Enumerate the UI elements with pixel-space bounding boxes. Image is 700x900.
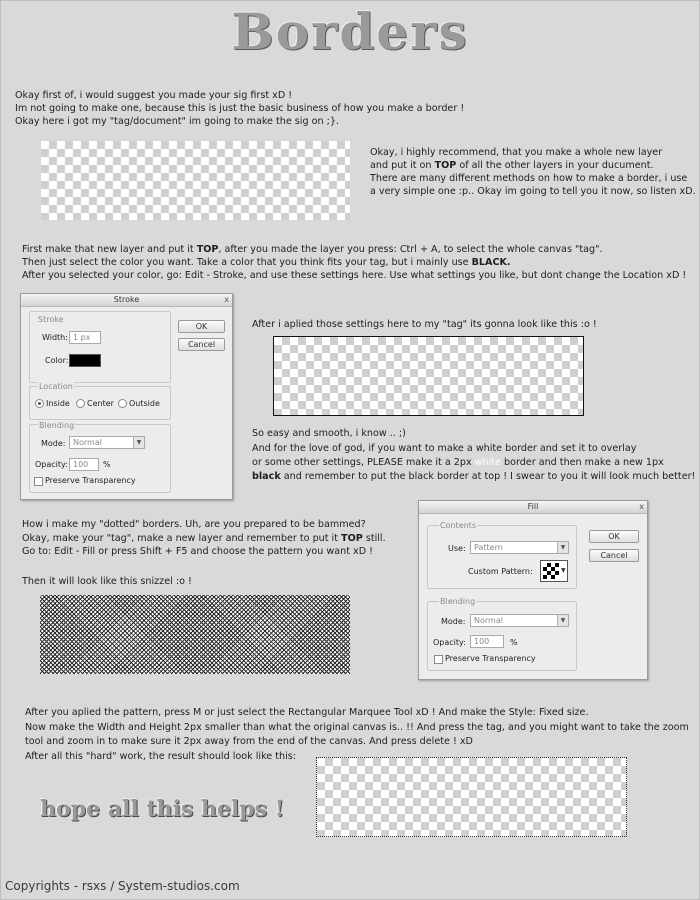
inside-radio[interactable]: Inside [35, 399, 70, 408]
step1-line-3: After you selected your color, go: Edit - Stroke, and use these settings here. Use what settings you like, but dont change the Location xD ! [22, 270, 687, 281]
custom-pattern-label: Custom Pattern: [468, 567, 533, 576]
after-stroke-text: After i aplied those settings here to my "tag" its gonna look like this :o ! [252, 319, 597, 330]
chevron-down-icon: ▼ [561, 567, 566, 574]
stroke-dialog-title: Stroke [113, 295, 140, 304]
intro-line-2: Im not going to make one, because this is just the basic business of how you make a border ! [15, 103, 465, 114]
center-radio[interactable]: Center [76, 399, 114, 408]
final-line-4: After all this "hard" work, the result should look like this: [25, 751, 296, 762]
fill-opacity-percent: % [510, 638, 518, 647]
contents-group-label: Contents [440, 521, 476, 530]
fill-blending-group-label: Blending [440, 597, 476, 606]
color-swatch[interactable] [69, 354, 101, 367]
dotted-line-2: Okay, make your "tag", make a new layer and remember to put it TOP still. [22, 533, 386, 544]
stroked-canvas-preview [273, 336, 584, 416]
location-group-label: Location [39, 382, 73, 391]
recommend-line-2: and put it on TOP of all the other layers in your ducument. [370, 160, 654, 171]
dotted-line-1: How i make my "dotted" borders. Uh, are you prepared to be bammed? [22, 519, 366, 530]
pattern-swatch-icon [543, 563, 559, 579]
ok-button[interactable]: OK [178, 320, 225, 333]
fill-mode-select[interactable]: Normal ▼ [470, 614, 569, 627]
fill-dialog [418, 500, 648, 680]
opacity-input[interactable]: 100 [69, 458, 99, 471]
blending-group-label: Blending [39, 421, 75, 430]
opacity-label: Opacity: [35, 460, 68, 469]
preserve-transparency-label: Preserve Transparency [45, 476, 136, 485]
dotted-line-4: Then it will look like this snizzel :o ! [22, 576, 192, 587]
stroke-group-label: Stroke [38, 315, 64, 324]
recommend-line-4: a very simple one :p.. Okay im going to tell you it now, so listen xD. [370, 186, 696, 197]
stroke-dialog-titlebar[interactable] [21, 294, 232, 307]
chevron-down-icon: ▼ [557, 615, 568, 626]
fill-dialog-title: Fill [527, 502, 539, 511]
color-label: Color: [45, 356, 69, 365]
easy-line-3: or some other settings, PLEASE make it a 2px white border and then make a new 1px [252, 457, 664, 468]
fill-ok-button[interactable]: OK [589, 530, 639, 543]
recommend-line-3: There are many different methods on how to make a border, i use [370, 173, 688, 184]
radio-icon [118, 399, 127, 408]
preserve-transparency-checkbox[interactable] [34, 477, 43, 486]
dotted-line-3: Go to: Edit - Fill or press Shift + F5 and choose the pattern you want xD ! [22, 546, 374, 557]
mode-select[interactable]: Normal ▼ [69, 436, 145, 449]
use-label: Use: [448, 544, 466, 553]
fill-dialog-titlebar[interactable] [419, 501, 647, 514]
fill-opacity-label: Opacity: [433, 638, 466, 647]
fill-opacity-input[interactable]: 100 [470, 635, 504, 648]
close-icon[interactable]: x [224, 295, 229, 304]
radio-icon [76, 399, 85, 408]
easy-line-4: black and remember to put the black border at top ! I swear to you it will look much better! [252, 471, 696, 482]
fill-mode-label: Mode: [441, 617, 466, 626]
final-line-3: tool and zoom in to make sure it 2px away from the end of the canvas. And press delete ! xD [25, 736, 473, 747]
recommend-line-1: Okay, i highly recommend, that you make a whole new layer [370, 147, 663, 158]
stroke-dialog [20, 293, 233, 500]
pattern-canvas-preview [40, 595, 350, 674]
result-canvas-preview [316, 757, 627, 837]
radio-selected-icon [35, 399, 44, 408]
intro-line-1: Okay first of, i would suggest you made your sig first xD ! [15, 90, 293, 101]
copyright-text: Copyrights - rsxs / System-studios.com [5, 879, 240, 893]
chevron-down-icon: ▼ [557, 542, 568, 553]
width-label: Width: [42, 333, 68, 342]
use-select[interactable]: Pattern ▼ [470, 541, 569, 554]
final-line-1: After you aplied the pattern, press M or just select the Rectangular Marquee Tool xD ! And make the Style: Fixed size. [25, 707, 589, 718]
fill-preserve-transparency-label: Preserve Transparency [445, 654, 536, 663]
step1-line-2: Then just select the color you want. Take a color that you think fits your tag, but i mainly use BLACK. [22, 257, 511, 268]
fill-preserve-transparency-checkbox[interactable] [434, 655, 443, 664]
fill-cancel-button[interactable]: Cancel [589, 549, 639, 562]
intro-line-3: Okay here i got my "tag/document" im going to make the sig on ;}. [15, 116, 339, 127]
step1-line-1: First make that new layer and put it TOP, after you made the layer you press: Ctrl + A, to select the whole canvas "tag". [22, 244, 603, 255]
outside-radio[interactable]: Outside [118, 399, 160, 408]
width-input[interactable]: 1 px [69, 331, 101, 344]
mode-label: Mode: [41, 439, 66, 448]
transparent-canvas-preview [41, 141, 350, 220]
chevron-down-icon: ▼ [133, 437, 144, 448]
custom-pattern-picker[interactable] [540, 560, 568, 582]
cancel-button[interactable]: Cancel [178, 338, 225, 351]
opacity-percent: % [103, 460, 111, 469]
easy-line-1: So easy and smooth, i know .. ;) [252, 428, 406, 439]
easy-line-2: And for the love of god, if you want to make a white border and set it to overlay [252, 443, 637, 454]
close-icon[interactable]: x [639, 502, 644, 511]
final-line-2: Now make the Width and Height 2px smaller than what the original canvas is.. !! And press the tag, and you might want to take the zoom [25, 722, 689, 733]
page-title: Borders [231, 2, 469, 61]
hope-text: hope all this helps ! [40, 796, 285, 822]
